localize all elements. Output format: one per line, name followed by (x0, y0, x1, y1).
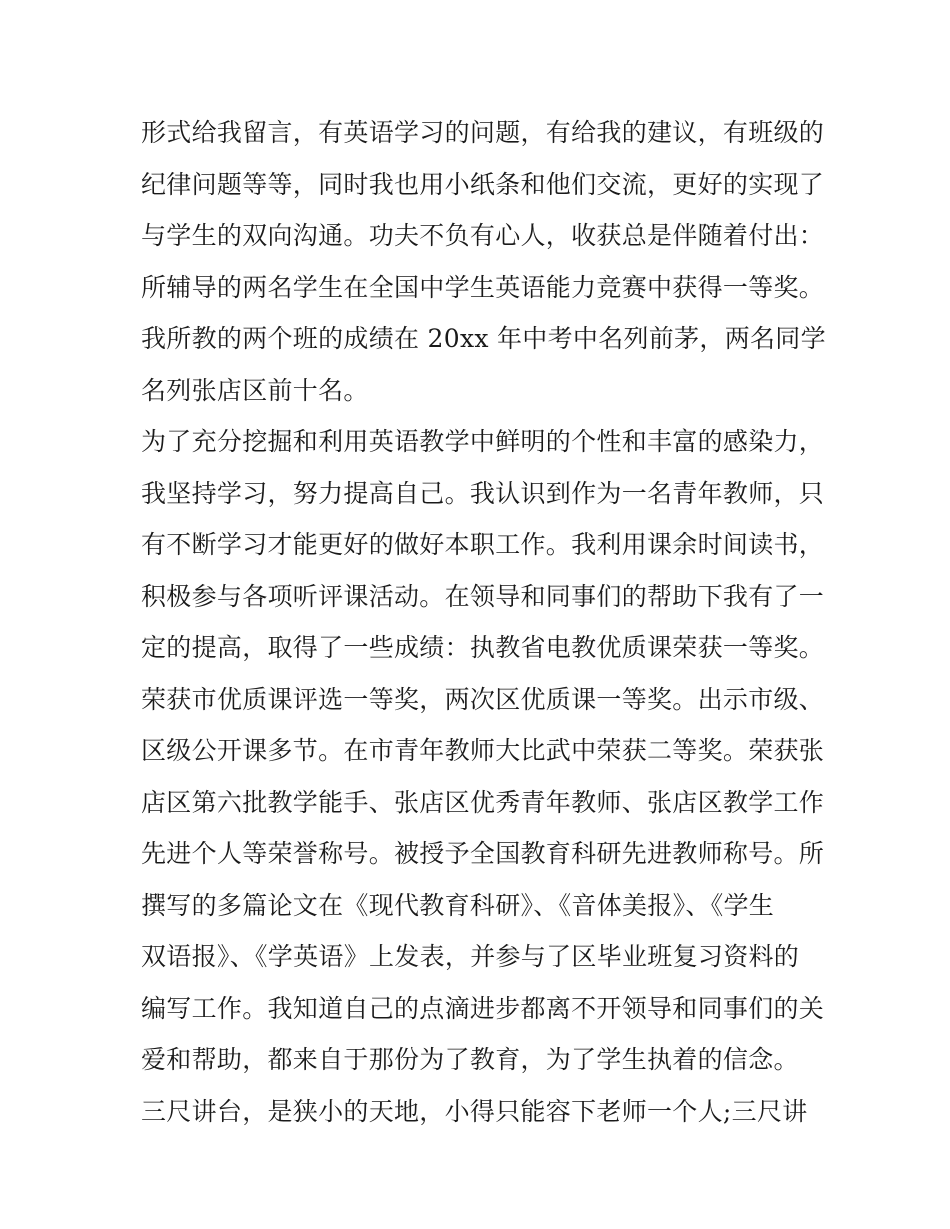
text-line: 爱和帮助，都来自于那份为了教育，为了学生执着的信念。 (141, 1045, 799, 1074)
text-line: 双语报》、《学英语》上发表，并参与了区毕业班复习资料的 (141, 942, 800, 971)
text-line: 三尺讲台，是狭小的天地，小得只能容下老师一个人;三尺讲 (141, 1096, 808, 1126)
text-line: 先进个人等荣誉称号。被授予全国教育科研先进教师称号。所 (141, 839, 825, 868)
text-line: 有不断学习才能更好的做好本职工作。我利用课余时间读书， (141, 530, 825, 559)
text-line: 我坚持学习，努力提高自己。我认识到作为一名青年教师，只 (141, 478, 825, 508)
text-line: 形式给我留言，有英语学习的问题，有给我的建议，有班级的 (141, 118, 825, 147)
text-line: 荣获市优质课评选一等奖，两次区优质课一等奖。出示市级、 (141, 684, 825, 714)
text-line: 店区第六批教学能手、张店区优秀青年教师、张店区教学工作 (141, 787, 825, 817)
text-line: 所辅导的两名学生在全国中学生英语能力竞赛中获得一等奖。 (141, 272, 825, 302)
text-line: 与学生的双向沟通。功夫不负有心人，收获总是伴随着付出： (141, 221, 825, 250)
text-line: 我所教的两个班的成绩在 20xx 年中考中名列前茅，两名同学 (141, 324, 826, 353)
text-line: 编写工作。我知道自己的点滴进步都离不开领导和同事们的关 (141, 993, 825, 1023)
text-line: 区级公开课多节。在市青年教师大比武中荣获二等奖。荣获张 (141, 736, 825, 765)
text-line: 为了充分挖掘和利用英语教学中鲜明的个性和丰富的感染力， (141, 427, 825, 456)
text-line: 撰写的多篇论文在《现代教育科研》、《音体美报》、《学生 (141, 890, 775, 920)
body-text (141, 107, 826, 1137)
text-line: 纪律问题等等，同时我也用小纸条和他们交流，更好的实现了 (141, 169, 825, 199)
text-line: 名列张店区前十名。 (141, 375, 369, 405)
text-line: 定的提高，取得了一些成绩：执教省电教优质课荣获一等奖。 (141, 633, 825, 662)
text-line: 积极参与各项听评课活动。在领导和同事们的帮助下我有了一 (141, 581, 825, 611)
